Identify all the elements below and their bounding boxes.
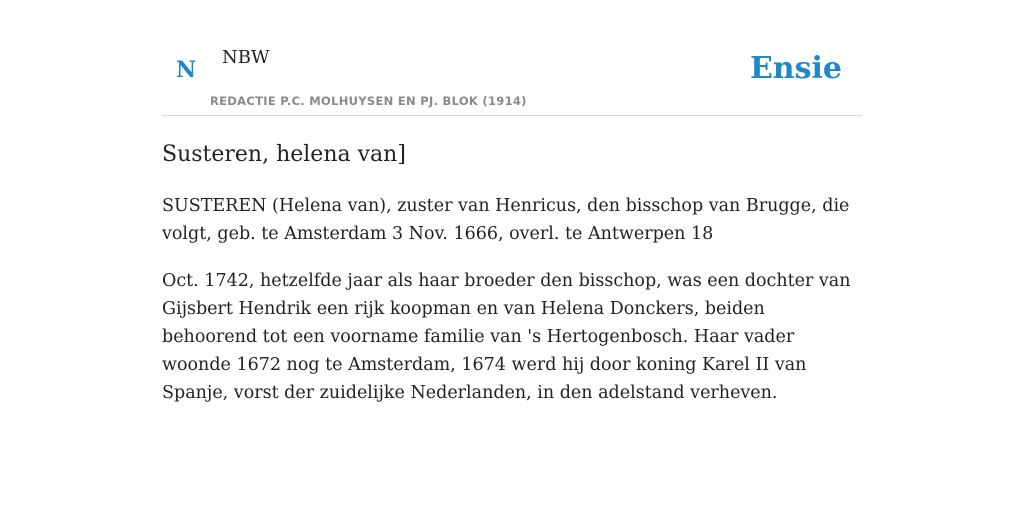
article-paragraph-2: Oct. 1742, hetzelfde jaar als haar broeder den bisschop, was een dochter van Gijsbert Hendrik een rijk koopman en van Helena Donckers, beiden behoorend tot een voorname familie van 's Hertogenbosch. Haar vader woonde 1672 nog te Amsterdam, 1674 werd hij door koning Karel II van Spanje, vorst der zuidelijke Nederlanden, in den adelstand verheven. (162, 271, 851, 403)
editors-credit: REDACTIE P.C. MOLHUYSEN EN PJ. BLOK (1914) (210, 94, 527, 108)
publication-name[interactable]: NBW (222, 47, 270, 68)
page (162, 0, 862, 407)
publication-logo[interactable]: N (176, 57, 197, 83)
article-title: Susteren, helena van] (162, 142, 406, 167)
header (162, 0, 862, 116)
article-paragraph-1: SUSTEREN (Helena van), zuster van Henricus, den bisschop van Brugge, die volgt, geb. te Amsterdam 3 Nov. 1666, overl. te Antwerpen 18 (162, 196, 850, 244)
ensie-logo-link[interactable]: Ensie (749, 51, 842, 86)
